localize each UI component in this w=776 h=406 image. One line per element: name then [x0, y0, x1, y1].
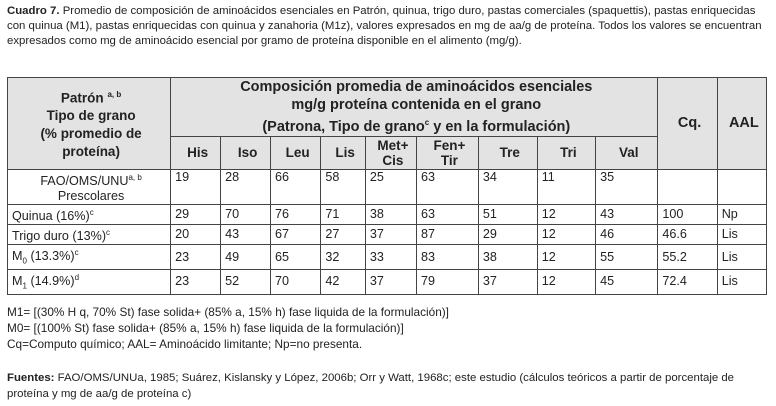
cell-value: 43 — [221, 225, 271, 245]
cell-value: 67 — [271, 225, 321, 245]
amino-acid-table — [7, 77, 767, 295]
cell-aal: Lis — [717, 245, 766, 270]
cell-value: 23 — [171, 270, 221, 295]
cell-aal: Lis — [717, 225, 766, 245]
cell-value: 34 — [478, 169, 537, 204]
cell-value: 70 — [271, 270, 321, 295]
cell-value: 28 — [221, 169, 271, 204]
cell-value: 45 — [596, 270, 658, 295]
table-row — [8, 270, 767, 295]
cell-value: 51 — [478, 205, 537, 225]
cell-aal: Np — [717, 205, 766, 225]
note-m1: M1= [(30% H q, 70% St) fase solida+ (85% a, 15% h) fase liquida de la formulación)] — [7, 305, 449, 319]
col-header-4: Met+ Cis — [365, 136, 416, 169]
col-header-0: His — [171, 136, 221, 169]
cell-value: 43 — [596, 205, 658, 225]
table-row — [8, 169, 767, 204]
cell-value: 25 — [365, 169, 416, 204]
cell-value: 29 — [478, 225, 537, 245]
col-header-8: Val — [596, 136, 658, 169]
sources — [7, 370, 767, 402]
cell-value: 19 — [171, 169, 221, 204]
cell-value: 35 — [596, 169, 658, 204]
cell-value: 42 — [321, 270, 366, 295]
cell-value: 12 — [537, 245, 595, 270]
cell-value: 49 — [221, 245, 271, 270]
cell-value: 12 — [537, 205, 595, 225]
cell-value: 52 — [221, 270, 271, 295]
col-header-5: Fen+ Tir — [416, 136, 478, 169]
cell-value: 38 — [478, 245, 537, 270]
col-header-1: Iso — [221, 136, 271, 169]
cell-value: 23 — [171, 245, 221, 270]
cell-value: 66 — [271, 169, 321, 204]
sources-label: Fuentes: — [7, 372, 55, 384]
caption-label: Cuadro 7. — [7, 5, 60, 17]
cell-value: 55 — [596, 245, 658, 270]
notes — [7, 304, 449, 352]
group-header: Composición promedia de aminoácidos esenciales mg/g proteína contenida en el grano (Patrona, Tipo de grano$^c$ y en la formulación) — [171, 78, 658, 137]
caption-text: Promedio de composición de aminoácidos esenciales en Patrón, quinua, trigo duro, pastas comerciales (spaquettis), pastas enriquecidas con quinua (M1), pastas enriquecidas con quinua y zanahoria (M1z), valores expresados en mg de aa/g de proteína. Todos los valores se encuentran expresados como mg de aminoácido esencial por gramo de proteína disponible en el alimento (mg/g). — [7, 5, 762, 47]
patron-header: Patrón $^{a, b}$ Tipo de grano (% promedio de proteína) — [8, 78, 171, 170]
cell-value: 37 — [478, 270, 537, 295]
cell-value: 33 — [365, 245, 416, 270]
cell-value: 76 — [271, 205, 321, 225]
cell-cq: 46.6 — [658, 225, 717, 245]
table-caption — [7, 4, 767, 49]
cell-value: 37 — [365, 225, 416, 245]
cell-value: 11 — [537, 169, 595, 204]
table-row — [8, 225, 767, 245]
row-patron: $M_0$ $(13.3\%)^c$ — [8, 245, 171, 270]
cell-value: 63 — [416, 205, 478, 225]
cell-value: 27 — [321, 225, 366, 245]
cq-header: Cq. — [658, 78, 717, 170]
cell-cq: 100 — [658, 205, 717, 225]
sources-text: FAO/OMS/UNUa, 1985; Suárez, Kislansky y López, 2006b; Orr y Watt, 1968c; este estudio (cálculos teóricos a partir de porcentaje de proteína y mg de aa/g de proteína c) — [7, 372, 735, 400]
table-row — [8, 205, 767, 225]
cell-value: 63 — [416, 169, 478, 204]
row-patron: Quinua $(16\%)^c$ — [8, 205, 171, 225]
cell-value: 65 — [271, 245, 321, 270]
cell-value: 29 — [171, 205, 221, 225]
note-legend: Cq=Computo químico; AAL= Aminoácido limitante; Np=no presenta. — [7, 337, 363, 351]
col-header-2: Leu — [271, 136, 321, 169]
cell-value: 70 — [221, 205, 271, 225]
cell-cq — [658, 169, 717, 204]
note-m0: M0= [(100% St) fase solida+ (85% a, 15% h) fase liquida de la formulación)] — [7, 321, 404, 335]
cell-cq: 72.4 — [658, 270, 717, 295]
table-row — [8, 245, 767, 270]
cell-value: 37 — [365, 270, 416, 295]
row-patron: $M_1$ $(14.9\%)^d$ — [8, 270, 171, 295]
cell-value: 71 — [321, 205, 366, 225]
row-patron: Trigo duro $(13\%)^c$ — [8, 225, 171, 245]
cell-aal: Lis — [717, 270, 766, 295]
aal-header: AAL — [717, 78, 766, 170]
cell-cq: 55.2 — [658, 245, 717, 270]
cell-value: 38 — [365, 205, 416, 225]
cell-value: 58 — [321, 169, 366, 204]
cell-value: 79 — [416, 270, 478, 295]
cell-aal — [717, 169, 766, 204]
col-header-7: Tri — [537, 136, 595, 169]
cell-value: 32 — [321, 245, 366, 270]
cell-value: 46 — [596, 225, 658, 245]
cell-value: 12 — [537, 270, 595, 295]
col-header-6: Tre — [478, 136, 537, 169]
cell-value: 87 — [416, 225, 478, 245]
cell-value: 12 — [537, 225, 595, 245]
col-header-3: Lis — [321, 136, 366, 169]
cell-value: 83 — [416, 245, 478, 270]
row-patron: FAO/OMS/UNU$^{a, b}$ Prescolares — [8, 169, 171, 204]
cell-value: 20 — [171, 225, 221, 245]
